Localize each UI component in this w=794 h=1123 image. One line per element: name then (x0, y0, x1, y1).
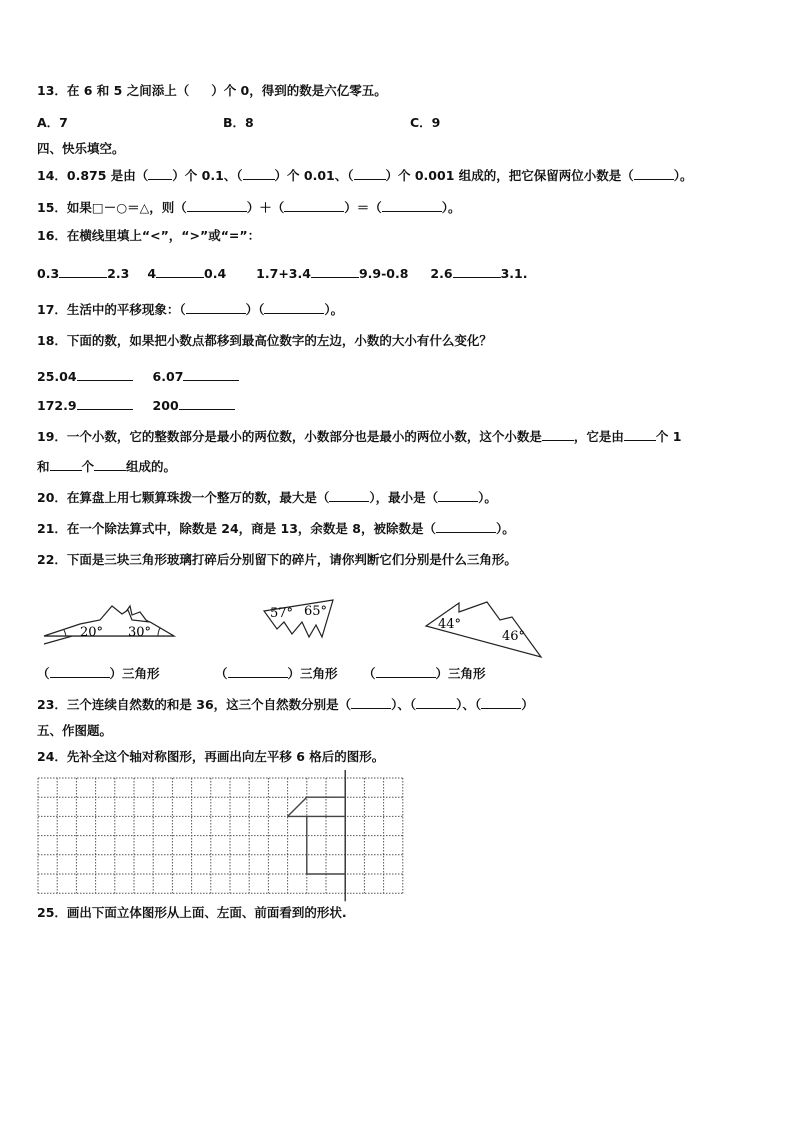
q15-text: 15．如果□－○＝△，则（ (37, 200, 187, 215)
q23-text: ）、（ (391, 697, 417, 712)
q15-text: ）＝（ (344, 200, 382, 215)
q20-text: 20．在算盘上用七颗算珠拨一个整万的数，最大是（ (37, 490, 330, 505)
q20-text: ）。 (478, 490, 497, 505)
angle-label: 57° (270, 606, 294, 621)
q13-text-b: ）个 0，得到的数是六亿零五。 (211, 83, 387, 98)
q16-item: 9.9-0.8 (358, 266, 409, 281)
q21-text: 21．在一个除法算式中，除数是 24，商是 13，余数是 8，被除数是（ (37, 521, 436, 536)
q15-text: ）＋（ (246, 200, 285, 215)
q21-text: ）。 (495, 521, 515, 536)
q13-text: 13．在 6 和 5 之间添上（ (37, 83, 190, 98)
q15-text: ）。 (441, 200, 461, 215)
q25-title: 25．画出下面立体图形从上面、左面、前面看到的形状. (37, 905, 347, 920)
q16-item: 2.3 (107, 266, 130, 281)
q23-text: ）、（ (456, 697, 482, 712)
q16-title: 16．在横线里填上“<”，“>”或“=”： (37, 228, 261, 243)
q14-text: ）个 0.1、（ (172, 168, 243, 183)
q19-text: 组成的。 (126, 459, 177, 474)
angle-label: 30° (128, 625, 152, 640)
q18-title: 18．下面的数，如果把小数点都移到最高位数字的左边，小数的大小有什么变化？ (37, 333, 492, 348)
q16-item: 1.7+3.4 (256, 266, 311, 281)
q23-text: ） (521, 697, 534, 712)
paren: （ (215, 666, 228, 681)
q19-text: ，它是由 (573, 429, 624, 444)
q18-item: 200 (152, 398, 179, 413)
q19-text: 19．一个小数，它的整数部分是最小的两位数，小数部分也是最小的两位小数，这个小数是 (37, 429, 542, 444)
q13-option-c[interactable]: C．9 (410, 115, 441, 130)
q14-text: ）个 0.001 组成的，把它保留两位小数是（ (385, 168, 634, 183)
q18-item: 6.07 (152, 369, 184, 384)
q16-item: 4 (147, 266, 157, 281)
angle-label: 44° (438, 617, 462, 632)
section-4-heading: 四、快乐填空。 (37, 141, 125, 156)
q14-text: 14．0.875 是由（ (37, 168, 149, 183)
q16-item: 0.4 (204, 266, 227, 281)
q22-label: ）三角形 (287, 666, 338, 681)
q14-text: ）。 (673, 168, 693, 183)
section-5-heading: 五、作图题。 (37, 723, 113, 738)
q19-text: 个 1 (655, 429, 682, 444)
angle-label: 46° (502, 629, 526, 644)
q16-item: 3.1. (500, 266, 528, 281)
q19-text: 个 (81, 459, 95, 474)
q24-title: 24．先补全这个轴对称图形，再画出向左平移 6 格后的图形。 (37, 749, 385, 764)
q14-text: ）个 0.01、（ (274, 168, 354, 183)
q18-item: 25.04 (37, 369, 77, 384)
half-figure-edge (288, 797, 307, 816)
q17-text: ）（ (245, 302, 265, 317)
q19-text: 和 (37, 459, 50, 474)
q23-text: 23．三个连续自然数的和是 36，这三个自然数分别是（ (37, 697, 352, 712)
q20-text: ），最小是（ (369, 490, 439, 505)
q18-item: 172.9 (37, 398, 77, 413)
q22-title: 22．下面是三块三角形玻璃打碎后分别留下的碎片，请你判断它们分别是什么三角形。 (37, 552, 517, 567)
q13-option-a[interactable]: A．7 (37, 115, 68, 130)
paren: （ (37, 666, 50, 681)
q16-item: 0.3 (37, 266, 60, 281)
q22-label: ）三角形 (435, 666, 486, 681)
q16-item: 2.6 (430, 266, 453, 281)
q13-option-b[interactable]: B．8 (223, 115, 254, 130)
q17-text: 17．生活中的平移现象：（ (37, 302, 186, 317)
q22-label: ）三角形 (109, 666, 160, 681)
q17-text: ）。 (324, 302, 344, 317)
paren: （ (363, 666, 376, 681)
angle-label: 20° (80, 625, 104, 640)
angle-label: 65° (304, 604, 328, 619)
